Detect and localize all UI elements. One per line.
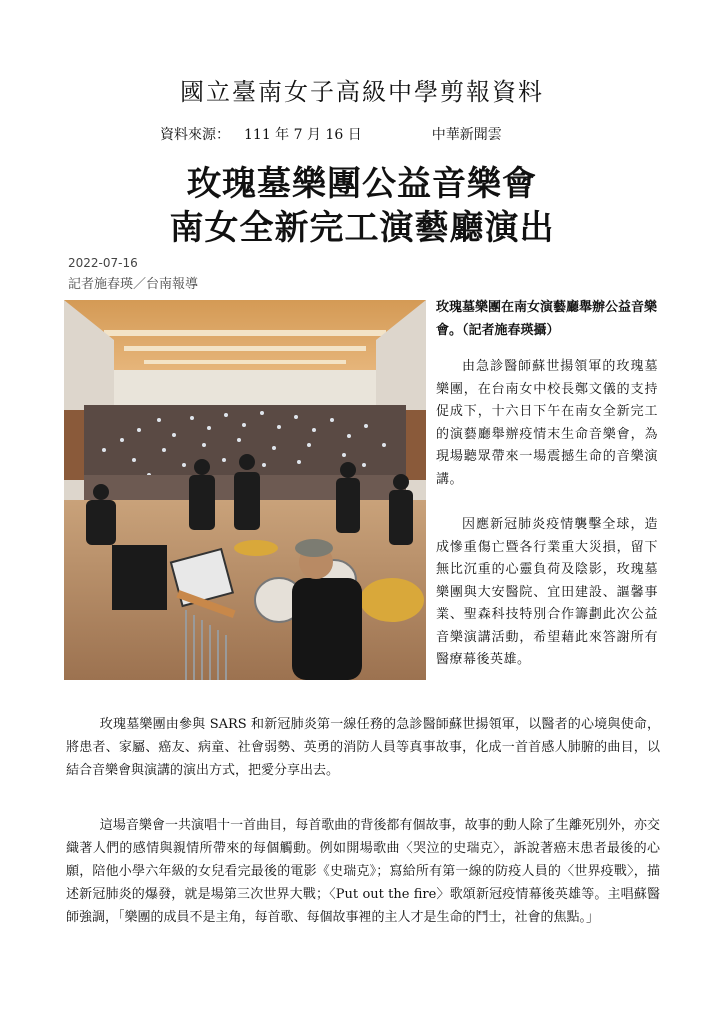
reporter-byline: 記者施春瑛／台南報導 [68, 277, 199, 292]
body-paragraph: 玫瑰墓樂團由參與 SARS 和新冠肺炎第一線任務的急診醫師蘇世揚領軍，以醫者的心境與使命，將患者、家屬、癌友、病童、社會弱勢、英勇的消防人員等真事故事，化成一首首感人肺腑的曲目，以結合音樂會與演講的演出方式，把愛分享出去。 [66, 717, 660, 778]
concert-photo [64, 300, 426, 680]
concert-hall-illustration [64, 300, 426, 680]
source-outlet: 中華新聞雲 [431, 127, 502, 143]
source-label: 資料來源： [160, 127, 230, 143]
article-date: 2022-07-16 [68, 256, 138, 270]
source-date: 111 年 7 月 16 日 [244, 127, 362, 143]
source-line [160, 124, 502, 144]
headline-line-2: 南女全新完工演藝廳演出 [169, 208, 555, 248]
photo-caption: 玫瑰墓樂團在南女演藝廳舉辦公益音樂會。（記者施春瑛攝） [436, 300, 658, 338]
school-title: 國立臺南女子高級中學剪報資料 [180, 78, 544, 106]
headline-line-1: 玫瑰墓樂團公益音樂會 [187, 164, 537, 204]
body-paragraph: 這場音樂會一共演唱十一首曲目，每首歌曲的背後都有個故事，故事的動人除了生離死別外，亦交織著人們的感情與親情所帶來的每個觸動。例如開場歌曲〈哭泣的史瑞克〉，訴說著癌末患者最後的心願，陪他小學六年級的女兒看完最後的電影《史瑞克》；寫給所有第一線的防疫人員的〈世界疫戰〉，描述新冠肺炎的爆發，就是場第三次世界大戰；〈Put out the fire〉歌頌新冠疫情幕後英雄等。主唱蘇醫師強調，「樂團的成員不是主角，每首歌、每個故事裡的主人才是生命的鬥士，社會的焦點。」 [66, 818, 660, 925]
side-paragraph: 因應新冠肺炎疫情襲擊全球，造成慘重傷亡暨各行業重大災損，留下無比沉重的心靈負荷及陰影，玫瑰墓樂團與大安醫院、宜田建設、謳馨事業、聖森科技特別合作籌劃此次公益音樂演講活動，希望藉此來答謝所有醫療幕後英雄。 [436, 517, 658, 667]
side-paragraph: 由急診醫師蘇世揚領軍的玫瑰墓樂團，在台南女中校長鄭文儀的支持促成下，十六日下午在南女全新完工的演藝廳舉辦疫情末生命音樂會，為現場聽眾帶來一場震撼生命的音樂演講。 [436, 359, 658, 487]
